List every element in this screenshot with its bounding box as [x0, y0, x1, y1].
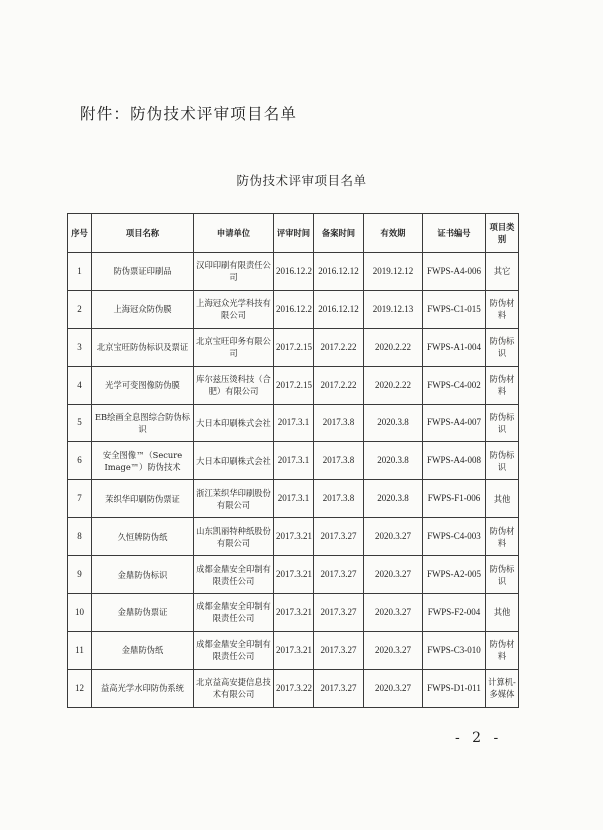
- cell-certificate-no: FWPS-A4-008: [423, 442, 486, 480]
- cell-applicant: 成都金鼎安全印制有限责任公司: [194, 594, 274, 632]
- table-row: [68, 253, 519, 291]
- cell-project-name: 久恒牌防伪纸: [92, 518, 194, 556]
- col-header-category: 项目类别: [486, 214, 519, 253]
- cell-index: 6: [68, 442, 92, 480]
- cell-project-name: 金鼎防伪纸: [92, 631, 194, 669]
- cell-certificate-no: FWPS-C4-002: [423, 366, 486, 404]
- cell-applicant: 大日本印刷株式会社: [194, 442, 274, 480]
- cell-project-name: 光学可变图像防伪膜: [92, 366, 194, 404]
- col-header-review-date: 评审时间: [274, 214, 314, 253]
- cell-applicant: 大日本印刷株式会社: [194, 404, 274, 442]
- cell-filing-date: 2017.3.27: [314, 631, 364, 669]
- cell-filing-date: 2017.3.27: [314, 669, 364, 707]
- cell-filing-date: 2016.12.12: [314, 290, 364, 328]
- cell-category: 其他: [486, 480, 519, 518]
- table-row: [68, 669, 519, 707]
- cell-valid-until: 2020.3.8: [364, 442, 423, 480]
- col-header-certificate-no: 证书编号: [423, 214, 486, 253]
- cell-review-date: 2017.3.21: [274, 631, 314, 669]
- cell-project-name: 金鼎防伪票证: [92, 594, 194, 632]
- cell-applicant: 山东凯丽特种纸股份有限公司: [194, 518, 274, 556]
- cell-valid-until: 2019.12.12: [364, 253, 423, 291]
- cell-filing-date: 2017.2.22: [314, 366, 364, 404]
- table-row: [68, 366, 519, 404]
- table-row: [68, 594, 519, 632]
- cell-certificate-no: FWPS-C4-003: [423, 518, 486, 556]
- cell-review-date: 2017.3.21: [274, 518, 314, 556]
- cell-index: 5: [68, 404, 92, 442]
- cell-index: 3: [68, 328, 92, 366]
- cell-certificate-no: FWPS-C3-010: [423, 631, 486, 669]
- cell-category: 防伪标识: [486, 442, 519, 480]
- cell-project-name: 防伪票证印刷品: [92, 253, 194, 291]
- cell-filing-date: 2017.3.8: [314, 442, 364, 480]
- cell-project-name: 益高光学水印防伪系统: [92, 669, 194, 707]
- cell-certificate-no: FWPS-A4-007: [423, 404, 486, 442]
- attachment-heading: 附件：防伪技术评审项目名单: [80, 105, 298, 123]
- cell-applicant: 北京宝旺印务有限公司: [194, 328, 274, 366]
- cell-project-name: 安全图像™（Secure Image™）防伪技术: [92, 442, 194, 480]
- cell-applicant: 上海冠众光学科技有限公司: [194, 290, 274, 328]
- cell-index: 9: [68, 556, 92, 594]
- table-row: [68, 442, 519, 480]
- cell-index: 11: [68, 631, 92, 669]
- cell-valid-until: 2020.2.22: [364, 366, 423, 404]
- cell-filing-date: 2017.3.27: [314, 556, 364, 594]
- table-row: [68, 404, 519, 442]
- cell-review-date: 2017.2.15: [274, 328, 314, 366]
- cell-applicant: 库尔兹压烫科技（合肥）有限公司: [194, 366, 274, 404]
- cell-project-name: 茉织华印刷防伪票证: [92, 480, 194, 518]
- cell-filing-date: 2017.3.27: [314, 518, 364, 556]
- cell-review-date: 2016.12.2: [274, 253, 314, 291]
- cell-certificate-no: FWPS-A2-005: [423, 556, 486, 594]
- cell-filing-date: 2017.3.27: [314, 594, 364, 632]
- cell-valid-until: 2020.3.8: [364, 480, 423, 518]
- cell-certificate-no: FWPS-C1-015: [423, 290, 486, 328]
- col-header-filing-date: 备案时间: [314, 214, 364, 253]
- cell-index: 10: [68, 594, 92, 632]
- cell-applicant: 成都金鼎安全印制有限责任公司: [194, 556, 274, 594]
- cell-filing-date: 2016.12.12: [314, 253, 364, 291]
- cell-category: 其它: [486, 253, 519, 291]
- cell-category: 防伪材料: [486, 290, 519, 328]
- cell-valid-until: 2020.3.27: [364, 518, 423, 556]
- cell-project-name: 金鼎防伪标识: [92, 556, 194, 594]
- cell-index: 4: [68, 366, 92, 404]
- cell-valid-until: 2020.3.27: [364, 556, 423, 594]
- cell-index: 7: [68, 480, 92, 518]
- cell-index: 1: [68, 253, 92, 291]
- cell-category: 防伪标识: [486, 328, 519, 366]
- cell-category: 防伪标识: [486, 404, 519, 442]
- cell-certificate-no: FWPS-F1-006: [423, 480, 486, 518]
- cell-applicant: 北京益高安捷信息技术有限公司: [194, 669, 274, 707]
- col-header-project-name: 项目名称: [92, 214, 194, 253]
- cell-valid-until: 2019.12.13: [364, 290, 423, 328]
- table-row: [68, 518, 519, 556]
- cell-category: 防伪材料: [486, 366, 519, 404]
- cell-review-date: 2017.3.1: [274, 442, 314, 480]
- col-header-valid-until: 有效期: [364, 214, 423, 253]
- cell-index: 8: [68, 518, 92, 556]
- cell-review-date: 2017.3.1: [274, 404, 314, 442]
- table-row: [68, 631, 519, 669]
- cell-project-name: 上海冠众防伪膜: [92, 290, 194, 328]
- cell-category: 防伪材料: [486, 631, 519, 669]
- cell-review-date: 2017.3.22: [274, 669, 314, 707]
- cell-category: 计算机-多媒体: [486, 669, 519, 707]
- project-list-table: [67, 213, 519, 708]
- cell-valid-until: 2020.3.8: [364, 404, 423, 442]
- cell-valid-until: 2020.3.27: [364, 631, 423, 669]
- cell-category: 防伪标识: [486, 556, 519, 594]
- cell-project-name: 北京宝旺防伪标识及票证: [92, 328, 194, 366]
- cell-review-date: 2017.3.21: [274, 556, 314, 594]
- cell-valid-until: 2020.3.27: [364, 669, 423, 707]
- cell-category: 防伪材料: [486, 518, 519, 556]
- cell-review-date: 2017.3.1: [274, 480, 314, 518]
- cell-applicant: 浙江茉织华印刷股份有限公司: [194, 480, 274, 518]
- cell-filing-date: 2017.3.8: [314, 404, 364, 442]
- table-body: [68, 253, 519, 708]
- cell-valid-until: 2020.2.22: [364, 328, 423, 366]
- col-header-index: 序号: [68, 214, 92, 253]
- cell-valid-until: 2020.3.27: [364, 594, 423, 632]
- cell-index: 2: [68, 290, 92, 328]
- table-row: [68, 556, 519, 594]
- table-row: [68, 290, 519, 328]
- cell-filing-date: 2017.2.22: [314, 328, 364, 366]
- table-title: 防伪技术评审项目名单: [236, 173, 367, 188]
- cell-certificate-no: FWPS-F2-004: [423, 594, 486, 632]
- cell-review-date: 2016.12.2: [274, 290, 314, 328]
- cell-index: 12: [68, 669, 92, 707]
- cell-certificate-no: FWPS-A1-004: [423, 328, 486, 366]
- col-header-applicant: 申请单位: [194, 214, 274, 253]
- cell-applicant: 成都金鼎安全印制有限责任公司: [194, 631, 274, 669]
- cell-review-date: 2017.2.15: [274, 366, 314, 404]
- page-number: - 2 -: [455, 730, 503, 746]
- cell-project-name: EB绘画全息图综合防伪标识: [92, 404, 194, 442]
- cell-category: 其他: [486, 594, 519, 632]
- cell-filing-date: 2017.3.8: [314, 480, 364, 518]
- cell-certificate-no: FWPS-D1-011: [423, 669, 486, 707]
- table-row: [68, 480, 519, 518]
- table-row: [68, 328, 519, 366]
- table-header-row: [68, 214, 519, 253]
- cell-certificate-no: FWPS-A4-006: [423, 253, 486, 291]
- cell-review-date: 2017.3.21: [274, 594, 314, 632]
- cell-applicant: 汉印印刷有限责任公司: [194, 253, 274, 291]
